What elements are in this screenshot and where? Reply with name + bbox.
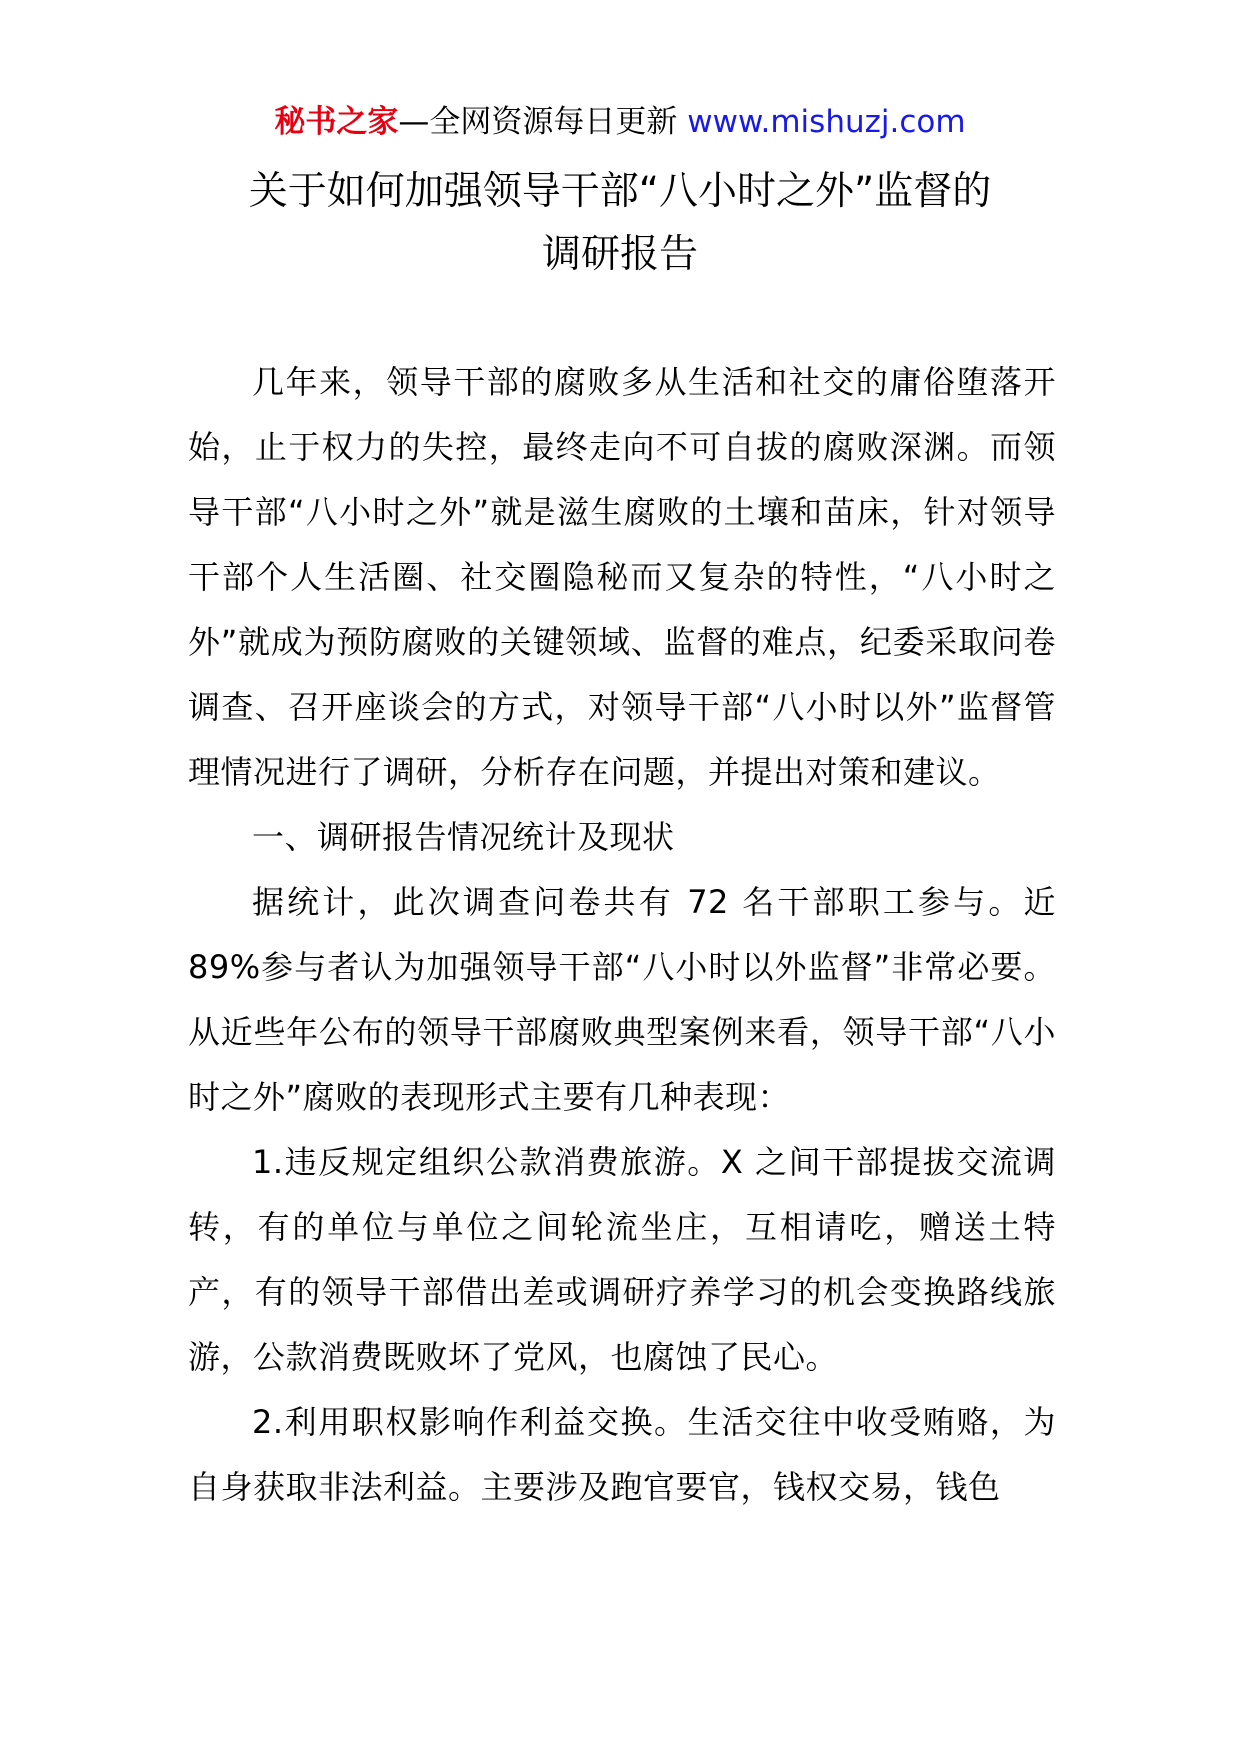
title-line-2: 调研报告: [541, 232, 698, 277]
section-heading-1: 一、调研报告情况统计及现状: [252, 818, 675, 856]
site-url-link[interactable]: www.mishuzj.com: [687, 104, 966, 140]
title-line-1: 关于如何加强领导干部“八小时之外”监督的: [248, 169, 992, 214]
site-header: [0, 100, 1240, 144]
document-title: [150, 160, 1090, 286]
site-slogan: —全网资源每日更新: [398, 104, 688, 140]
paragraph-intro: 几年来，领导干部的腐败多从生活和社交的庸俗堕落开始，止于权力的失控，最终走向不可自拔的腐败深渊。而领导干部“八小时之外”就是滋生腐败的土壤和苗床，针对领导干部个人生活圈、社交圈隐秘而又复杂的特性，“八小时之外”就成为预防腐败的关键领域、监督的难点，纪委采取问卷调查、召开座谈会的方式，对领导干部“八小时以外”监督管理情况进行了调研，分析存在问题，并提出对策和建议。: [188, 363, 1056, 791]
brand-name: 秘书之家: [274, 104, 399, 140]
paragraph-item-1: 1.违反规定组织公款消费旅游。X 之间干部提拔交流调转，有的单位与单位之间轮流坐庄，互相请吃，赠送土特产，有的领导干部借出差或调研疗养学习的机会变换路线旅游，公款消费既败坏了党风，也腐蚀了民心。: [188, 1143, 1056, 1376]
paragraph-item-2: 2.利用职权影响作利益交换。生活交往中收受贿赂，为自身获取非法利益。主要涉及跑官要官，钱权交易，钱色: [188, 1403, 1056, 1506]
paragraph-statistics: 据统计，此次调查问卷共有 72 名干部职工参与。近89%参与者认为加强领导干部“八小时以外监督”非常必要。从近些年公布的领导干部腐败典型案例来看，领导干部“八小时之外”腐败的表现形式主要有几种表现：: [188, 883, 1056, 1116]
document-body: [188, 350, 1056, 1520]
